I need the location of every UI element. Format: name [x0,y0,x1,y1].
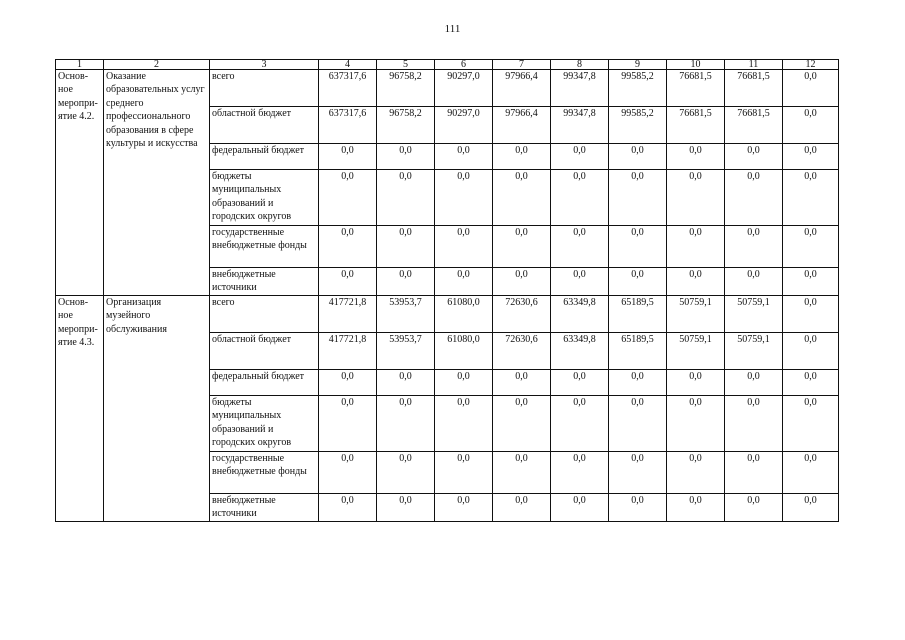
funding-value: 0,0 [493,268,551,296]
funding-value: 0,0 [609,451,667,493]
table-header-row [56,60,839,70]
funding-value: 0,0 [725,369,783,395]
funding-value: 0,0 [435,369,493,395]
funding-value: 0,0 [667,268,725,296]
funding-value: 0,0 [783,493,839,521]
funding-value: 72630,6 [493,332,551,369]
column-number: 11 [725,60,783,70]
funding-value: 97966,4 [493,107,551,144]
funding-value: 0,0 [783,295,839,332]
funding-value: 0,0 [667,170,725,226]
funding-value: 0,0 [377,451,435,493]
funding-value: 72630,6 [493,295,551,332]
column-number: 6 [435,60,493,70]
column-number: 10 [667,60,725,70]
funding-value: 76681,5 [667,70,725,107]
funding-value: 0,0 [493,144,551,170]
funding-value: 50759,1 [725,295,783,332]
funding-value: 0,0 [667,369,725,395]
funding-value: 0,0 [493,395,551,451]
funding-value: 0,0 [667,451,725,493]
funding-value: 0,0 [377,268,435,296]
funding-value: 0,0 [783,268,839,296]
funding-value: 637317,6 [319,70,377,107]
funding-value: 0,0 [783,170,839,226]
funding-value: 99585,2 [609,70,667,107]
funding-value: 0,0 [435,144,493,170]
funding-value: 65189,5 [609,332,667,369]
funding-value: 0,0 [377,369,435,395]
funding-value: 0,0 [319,369,377,395]
funding-value: 0,0 [551,268,609,296]
funding-value: 65189,5 [609,295,667,332]
activity-name: Оказание образовательных услуг среднего профессионального образования в сфере культуры и искусства [104,70,210,296]
column-number: 12 [783,60,839,70]
funding-value: 0,0 [667,395,725,451]
funding-source: федеральный бюджет [210,369,319,395]
funding-value: 0,0 [551,493,609,521]
funding-value: 76681,5 [725,70,783,107]
funding-source: внебюджетные источники [210,493,319,521]
funding-source: федеральный бюджет [210,144,319,170]
funding-value: 0,0 [435,268,493,296]
column-number: 8 [551,60,609,70]
funding-value: 0,0 [319,451,377,493]
funding-value: 0,0 [319,268,377,296]
funding-value: 0,0 [725,395,783,451]
funding-value: 63349,8 [551,332,609,369]
funding-value: 99347,8 [551,107,609,144]
activity-code: Основ-ное меропри-ятие 4.2. [56,70,104,296]
funding-value: 0,0 [783,144,839,170]
funding-source: внебюджетные источники [210,268,319,296]
funding-value: 0,0 [319,144,377,170]
funding-source: государственные внебюджетные фонды [210,451,319,493]
funding-value: 0,0 [493,369,551,395]
funding-value: 0,0 [783,451,839,493]
funding-value: 0,0 [725,451,783,493]
funding-value: 0,0 [493,170,551,226]
funding-value: 0,0 [319,226,377,268]
funding-source: бюджеты муниципальных образований и городских округов [210,170,319,226]
column-number: 7 [493,60,551,70]
funding-value: 417721,8 [319,332,377,369]
funding-value: 61080,0 [435,332,493,369]
funding-value: 0,0 [783,107,839,144]
funding-value: 0,0 [377,144,435,170]
funding-value: 50759,1 [667,332,725,369]
funding-value: 0,0 [493,493,551,521]
funding-value: 0,0 [551,170,609,226]
funding-value: 61080,0 [435,295,493,332]
funding-value: 0,0 [783,226,839,268]
funding-value: 0,0 [319,170,377,226]
funding-value: 0,0 [667,226,725,268]
funding-value: 0,0 [377,493,435,521]
funding-source: всего [210,70,319,107]
funding-value: 50759,1 [725,332,783,369]
activity-name: Организация музейного обслуживания [104,295,210,521]
funding-value: 0,0 [377,395,435,451]
funding-value: 96758,2 [377,70,435,107]
funding-value: 0,0 [725,226,783,268]
funding-value: 99347,8 [551,70,609,107]
funding-value: 0,0 [435,226,493,268]
funding-value: 0,0 [667,493,725,521]
funding-value: 0,0 [609,226,667,268]
funding-value: 0,0 [783,395,839,451]
funding-value: 0,0 [783,332,839,369]
funding-value: 637317,6 [319,107,377,144]
funding-value: 0,0 [551,451,609,493]
column-number: 3 [210,60,319,70]
funding-value: 0,0 [609,369,667,395]
funding-value: 0,0 [551,144,609,170]
funding-value: 0,0 [319,395,377,451]
column-number: 5 [377,60,435,70]
funding-value: 0,0 [783,369,839,395]
funding-value: 0,0 [377,226,435,268]
column-number: 4 [319,60,377,70]
activity-code: Основ-ное меропри-ятие 4.3. [56,295,104,521]
funding-value: 97966,4 [493,70,551,107]
funding-value: 0,0 [435,451,493,493]
funding-value: 0,0 [609,395,667,451]
funding-value: 0,0 [435,395,493,451]
funding-value: 0,0 [725,170,783,226]
funding-value: 0,0 [725,493,783,521]
funding-value: 0,0 [609,170,667,226]
funding-value: 0,0 [377,170,435,226]
funding-value: 0,0 [609,493,667,521]
funding-value: 417721,8 [319,295,377,332]
table-row [56,295,839,332]
page-number: 111 [444,23,461,35]
funding-table [55,59,839,522]
funding-value: 0,0 [725,144,783,170]
funding-source: всего [210,295,319,332]
funding-value: 0,0 [493,226,551,268]
funding-value: 0,0 [319,493,377,521]
funding-value: 90297,0 [435,107,493,144]
funding-source: бюджеты муниципальных образований и городских округов [210,395,319,451]
funding-value: 53953,7 [377,295,435,332]
funding-source: государственные внебюджетные фонды [210,226,319,268]
funding-value: 90297,0 [435,70,493,107]
funding-value: 53953,7 [377,332,435,369]
funding-value: 0,0 [725,268,783,296]
funding-value: 0,0 [493,451,551,493]
funding-value: 0,0 [667,144,725,170]
funding-value: 76681,5 [725,107,783,144]
funding-value: 0,0 [609,144,667,170]
funding-value: 0,0 [435,170,493,226]
funding-value: 0,0 [783,70,839,107]
funding-value: 50759,1 [667,295,725,332]
funding-value: 0,0 [435,493,493,521]
funding-value: 0,0 [551,226,609,268]
funding-value: 96758,2 [377,107,435,144]
column-number: 9 [609,60,667,70]
funding-value: 99585,2 [609,107,667,144]
funding-source: областной бюджет [210,332,319,369]
funding-value: 76681,5 [667,107,725,144]
funding-value: 0,0 [551,369,609,395]
funding-value: 0,0 [609,268,667,296]
column-number: 2 [104,60,210,70]
funding-value: 0,0 [551,395,609,451]
funding-value: 63349,8 [551,295,609,332]
table-row [56,70,839,107]
column-number: 1 [56,60,104,70]
funding-source: областной бюджет [210,107,319,144]
